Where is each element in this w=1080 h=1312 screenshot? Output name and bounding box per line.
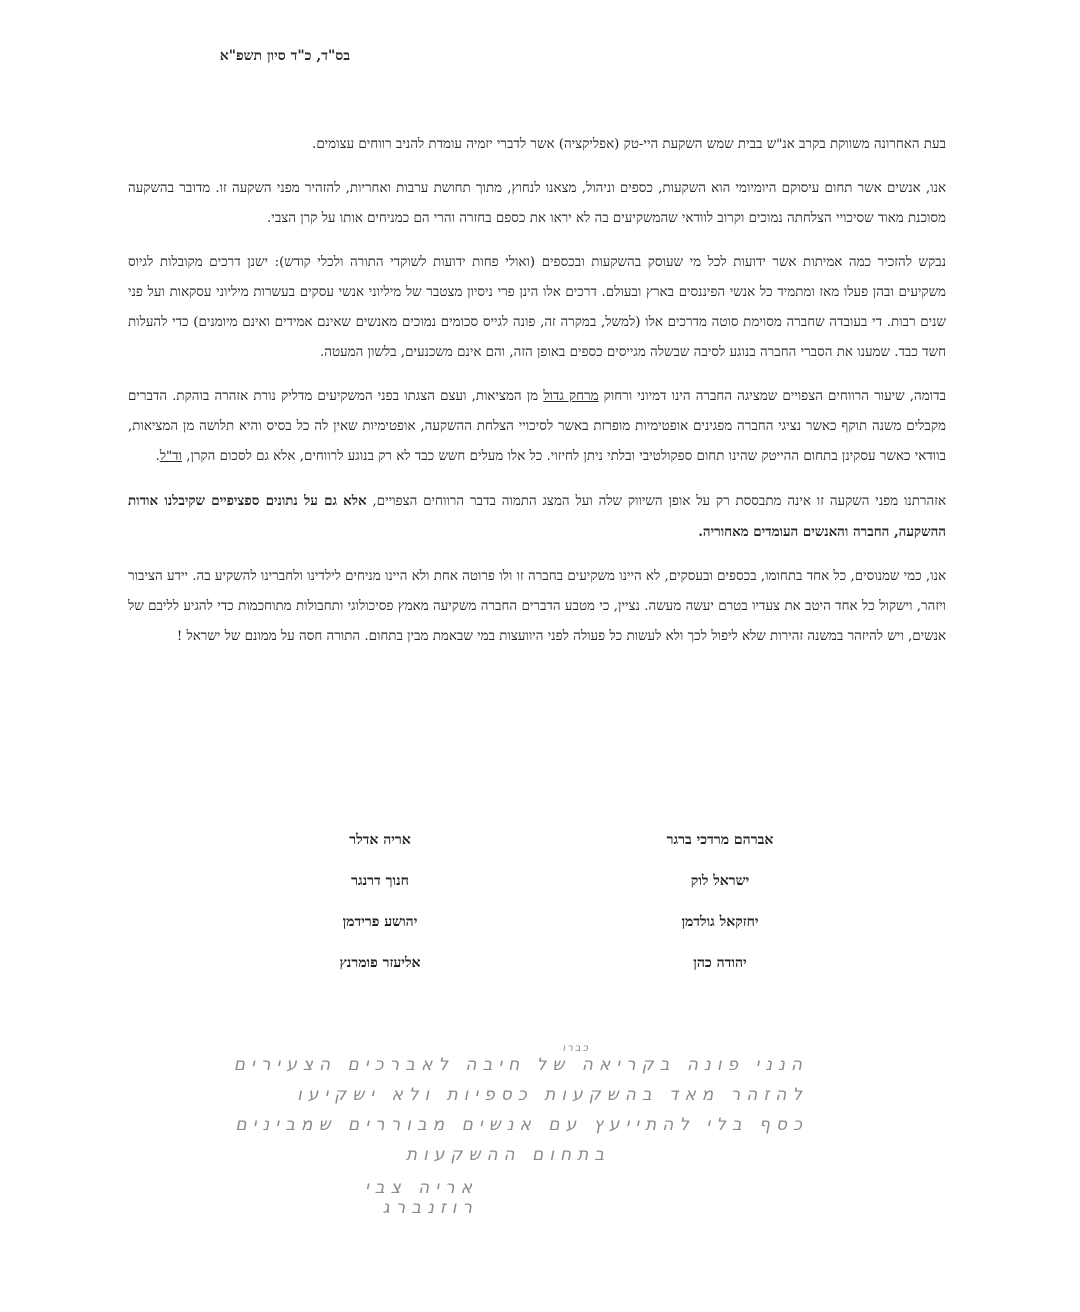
- handwritten-insertion: כברו: [562, 1043, 590, 1054]
- handwritten-line: הנני פונה בקריאה של חיבה לאברכים הצעירים: [233, 1055, 808, 1075]
- underlined-abbreviation: וד"ל: [159, 449, 182, 464]
- header-date: בס"ד, כ"ד סיון תשפ"א: [219, 48, 350, 64]
- paragraph-specific-data: [128, 486, 946, 548]
- signature-name: אברהם מרדכי ברגר: [666, 832, 774, 848]
- paragraph-truths: נבקש להזכיר כמה אמיתות אשר ידועות לכל מי שעוסק בהשקעות ובכספים (ואולי פחות ידועות לשוקדי התורה ולכלי קודש): ישנן דרכים מקובלות לגיוס משקיעים ובהן פעלו מאז ומתמיד כל אנשי הפיננסים בארץ ובעולם. דרכים אלו הינן פרי ניסיון מצטבר של מיליוני אנשי עסקים בעשרות מיליוני עסקאות ועל פני שנים רבות. די בעובדה שחברה מסוימת סוטה מדרכים אלו (למשל, במקרה זה, פונה לגייס סכומים נמוכים מאנשים שאינם אמידים ואינם מיומנים) כדי להעלות חשד כבד. שמענו את הסברי החברה בנוגע לסיבה שבשלה מגייסים כספים באופן הזה, והם אינם משכנעים, בלשון המעטה.: [128, 255, 946, 360]
- paragraph-conclusion: אנו, כמי שמנוסים, כל אחד בתחומו, בכספים ובעסקים, לא היינו משקיעים בחברה זו ולו פרוטה אחת ולא היינו מניחים לילדינו ולחברינו להשקיע בה. יידע הציבור ויזהר, וישקול כל אחד היטב את צעדיו בטרם יעשה מעשה. נציין, כי מטבע הדברים החברה משקיעה מאמץ פסיכולוגי ותחבולות מתוחכמות כדי להגיע לליבם של אנשים, ויש להיזהר במשנה זהירות שלא ליפול לכך ולא לעשות כל פעולה לפני היוועצות במי שבאמת מבין בתחום. התורה חסה על ממונם של ישראל !: [128, 569, 946, 644]
- signature-name: חנוך דרנגר: [351, 873, 409, 889]
- paragraph-returns-text-a: בדומה, שיעור הרווחים הצפויים שמציגה החברה הינו דמיוני ורחוק: [598, 389, 946, 404]
- paragraph-specific-bold: אלא גם על נתונים ספציפיים שקיבלנו אודות ההשקעה, החברה והאנשים העומדים מאחוריה.: [128, 493, 946, 540]
- signature-name: אריה אדלר: [349, 832, 411, 848]
- paragraph-returns-end: .: [155, 449, 160, 464]
- handwritten-line: להזהר מאד בהשקעות כספיות ולא ישקיעו: [297, 1085, 808, 1105]
- signatures-left-column: [280, 826, 480, 990]
- signature-name: יהושע פרידמן: [342, 914, 418, 930]
- paragraph-returns-text-b: מן המציאות, ועצם הצגתו בפני המשקיעים מדליק נורת אזהרה בוהקת. הדברים מקבלים משנה תוקף כאשר נציגי החברה מפגינים אופטימיות מופרזת באשר לסיכויי הצלחת ההשקעה, אופטימיות שאין לה כל בסיס והיא תלושה מן המציאות, בוודאי כאשר עסקינן בתחום ההייטק שהינו תחום ספקולטיבי ובלתי ניתן לחיזוי. כל אלו מעלים חשש כבד לא רק בנוגע לרווחים, אלא גם לסכום הקרן,: [128, 389, 946, 464]
- paragraph-specific-normal: אזהרתנו מפני השקעה זו אינה מתבססת רק על אופן השיווק שלה ועל המצג התמוה בדבר הרווחים הצפויים,: [366, 494, 946, 509]
- signatures-right-column: [620, 826, 820, 990]
- letter-body: [128, 130, 946, 666]
- signatures-block: [280, 826, 820, 976]
- handwritten-note: [233, 1043, 808, 1170]
- handwritten-line: בתחום ההשקעות: [405, 1145, 611, 1165]
- handwritten-line: כסף בלי להתייעץ עם אנשים מבוררים שמבינים: [235, 1115, 808, 1135]
- signature-name: יחזקאל גולדמן: [681, 914, 759, 930]
- underlined-phrase: מרחק גדול: [543, 389, 599, 404]
- paragraph-warning: אנו, אנשים אשר תחום עיסוקם היומיומי הוא השקעות, כספים וניהול, מצאנו לנחוץ, מתוך תחושת ערבות ואחריות, להזהיר מפני השקעה זו. מדובר בהשקעה מסוכנת מאוד שסיכויי הצלחתה נמוכים וקרוב לוודאי שהמשקיעים בה לא יראו את כספם בחזרה והרי הם כמניחים אותו על קרן הצבי.: [128, 181, 946, 226]
- signature-name: ישראל לוק: [690, 873, 750, 889]
- signature-name: יהודה כהן: [693, 955, 747, 971]
- signature-name: אליעזר פומרנץ: [339, 955, 421, 971]
- handwritten-signature: אריה צבי רוזנברג: [365, 1178, 478, 1218]
- paragraph-intro: בעת האחרונה משווקת בקרב אנ"ש בבית שמש השקעת היי-טק (אפליקציה) אשר לדברי יזמיה עומדת להניב רווחים עצומים.: [312, 137, 946, 152]
- paragraph-returns: [128, 382, 946, 472]
